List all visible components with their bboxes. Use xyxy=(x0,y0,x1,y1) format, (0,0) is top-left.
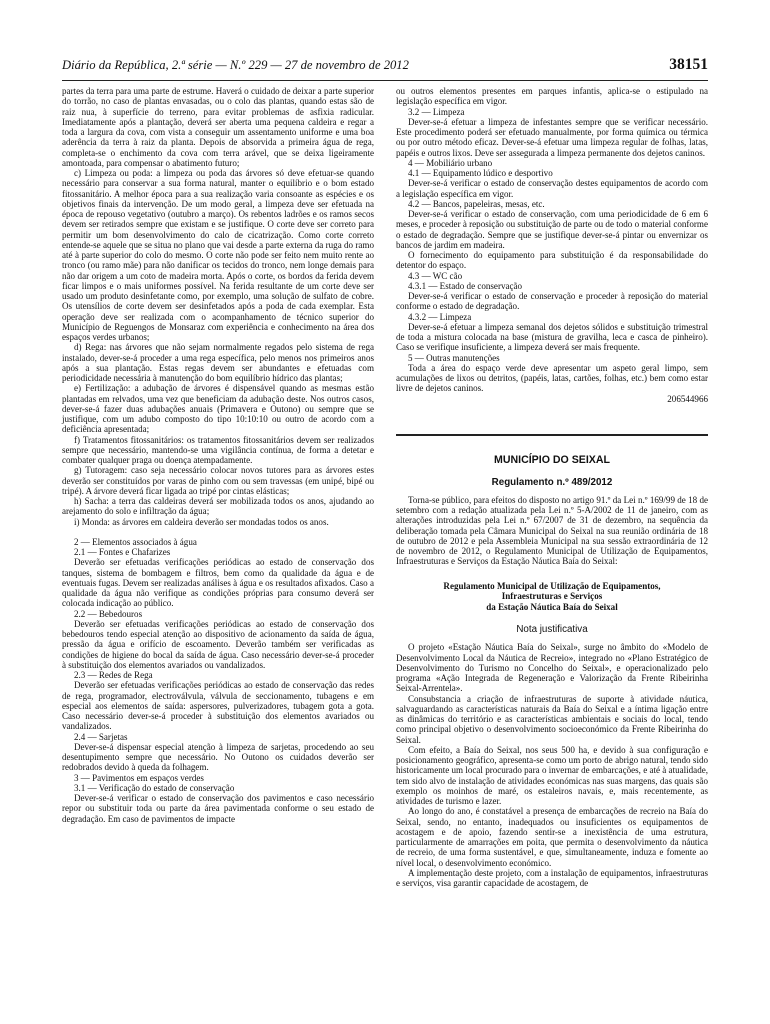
section-heading: 4.3 — WC cão xyxy=(408,270,463,281)
header-rule xyxy=(62,80,708,81)
municipality-heading: MUNICÍPIO DO SEIXAL xyxy=(494,453,610,466)
paragraph: g) Tutoragem: caso seja necessário colocar novos tutores para as árvores estes deverão ser constituídos por varas de pinho com ou sem travessas (em unipé, bipé ou tripé). A árvore deverá ficar ligada ao tripé por cintas elásticas; xyxy=(62,465,374,496)
paragraph: partes da terra para uma parte de estrume. Haverá o cuidado de deixar a parte superior do torrão, no caso de plantas envasadas, ou o colo das plantas, quando estas são de raiz nua, à superfície do terreno, para evitar problemas de asfixia radicular. Imediatamente após a plantação, deverá ser aberta uma pequena caldeira e regar a toda a largura da cova, com vista a conseguir um assentamento uniforme e uma boa aderência da terra à raiz da planta. Depois de absorvida a primeira água de rega, completa-se o enchimento da cova com terra arável, que se deixa ligeiramente amontoada, para compensar o abatimento futuro; xyxy=(62,86,374,168)
paragraph: e) Fertilização: a adubação de árvores é dispensável quando as mesmas estão plantadas em relvados, uma vez que beneficiam da adubação deste. Nos outros casos, dever-se-á fazer duas adubações anuais (Primavera e Outono) ou sempre que se justifique, com um adubo composto do tipo 10:10:10 ou outro de acordo com a deficiência apresentada; xyxy=(62,383,374,435)
nota-paragraph: O projeto «Estação Náutica Baía do Seixal», surge no âmbito do «Modelo de Desenvolvimento Local da Náutica de Recreio», integrado no «Plano Estratégico de Desenvolvimento do Turismo no Concelho do Seixal», e operacionalizado pelo programa «Ação Integrada de Regeneração e Valorização da Frente Ribeirinha Seixal-Arrentela». xyxy=(396,642,708,694)
paragraph: d) Rega: nas árvores que não sejam normalmente regados pelo sistema de rega instalado, dever-se-á proceder a uma rega específica, pelo menos nos primeiros anos após a sua plantação. Estas regas devem ser abundantes e efetuadas com periodicidade necessária à manutenção do bom equilíbrio hídrico das plantas; xyxy=(62,342,374,383)
right-column-text xyxy=(396,86,708,394)
paragraph: Dever-se-á efetuar a limpeza de infestantes sempre que se verificar necessário. Este procedimento poderá ser efetuado manualmente, por forma química ou térmica ou por outro método eficaz. Dever-se-á efetuar uma limpeza regular de folhas, latas, papéis e outros lixos. Deve ser assegurada a limpeza permanente dos dejetos caninos. xyxy=(396,116,708,158)
nota-justificativa-heading: Nota justificativa xyxy=(516,624,588,636)
regulation-title-line: Infraestruturas e Serviços xyxy=(501,591,603,602)
nota-paragraph: Com efeito, a Baía do Seixal, nos seus 500 ha, e devido à sua configuração e posicionamento geográfico, apresenta-se como um porto de abrigo natural, tendo sido historicamente um local procurado para o invernar de embarcações, e até à atualidade, tem sido alvo de instalação de atividades económicas nas suas margens, das quais são exemplo os moinhos de maré, os estaleiros navais, e, mais recentemente, as atividades de turismo e lazer. xyxy=(396,744,708,807)
section-heading: 4.3.2 — Limpeza xyxy=(408,311,472,322)
section-heading: 2 — Elementos associados à água xyxy=(74,536,197,547)
paragraph: i) Monda: as árvores em caldeira deverão ser mondadas todos os anos. xyxy=(74,516,329,527)
paragraph: Dever-se-á verificar o estado de conservação e proceder à reposição do material conforme o estado de degradação. xyxy=(396,291,708,312)
regulation-number: Regulamento n.º 489/2012 xyxy=(491,476,613,488)
section-heading: 4 — Mobiliário urbano xyxy=(408,157,493,168)
running-title: Diário da República, 2.ª série — N.º 229 — 27 de novembro de 2012 xyxy=(62,58,409,72)
paragraph: ou outros elementos presentes em parques infantis, aplica-se o estipulado na legislação específica em vigor. xyxy=(396,86,708,107)
paragraph-gap xyxy=(62,527,374,537)
right-column xyxy=(396,86,708,888)
paragraph: Deverão ser efetuadas verificações periódicas ao estado de conservação dos bebedouros tendo especial atenção ao dispositivo de acionamento da saída de água, pressão da água e orifício de escoamento. Deverão também ser verificadas as condições de higiene do bocal da saída de água. Caso necessário dever-se-á proceder à substituição dos elementos avariados ou vandalizados. xyxy=(62,618,374,670)
paragraph: f) Tratamentos fitossanitários: os tratamentos fitossanitários devem ser realizados sempre que necessário, mantendo-se uma vigilância contínua, de forma a detetar e combater qualquer praga ou doença atempadamente. xyxy=(62,434,374,465)
paragraph: Toda a área do espaço verde deve apresentar um aspeto geral limpo, sem acumulações de lixos ou detritos, (papéis, latas, cartões, folhas, etc.) bem como estar livre de dejetos caninos. xyxy=(396,362,708,394)
left-column xyxy=(62,86,374,824)
regulation-title xyxy=(396,581,708,613)
paragraph: O fornecimento do equipamento para substituição é da responsabilidade do detentor do espaço. xyxy=(396,250,708,271)
paragraph: h) Sacha: a terra das caldeiras deverá ser mobilizada todos os anos, ajudando ao arejamento do solo e infiltração da água; xyxy=(62,496,374,517)
section-heading: 4.1 — Equipamento lúdico e desportivo xyxy=(408,168,553,178)
section-heading: 2.4 — Sarjetas xyxy=(74,731,128,742)
nota-paragraph: Ao longo do ano, é constatável a presença de embarcações de recreio na Baía do Seixal, sendo, no entanto, inadequados ou insuficientes os equipamentos de acostagem e de apoio, fazendo sentir-se a inexistência de uma estrutura, particularmente de amarrações em poita, que permita o desenvolvimento da náutica de recreio, de uma forma sustentável, e que, simultaneamente, induza e fomente ao nível local, o desenvolvimento económico. xyxy=(396,806,708,868)
page-number: 38151 xyxy=(669,56,708,73)
paragraph: Dever-se-á verificar o estado de conservação dos pavimentos e caso necessário repor ou substituir toda ou parte da área pavimentada conforme o seu estado de degradação. Em caso de pavimentos de impacte xyxy=(62,793,374,824)
section-heading: 4.2 — Bancos, papeleiras, mesas, etc. xyxy=(408,198,545,209)
paragraph: Deverão ser efetuadas verificações periódicas ao estado de conservação das redes de rega, programador, electroválvula, válvula de seccionamento, tubagens e em especial aos elementos de saída: aspersores, pulverizadores, tubagem gota a gota. Caso necessário dever-se-á proceder à substituição dos elementos avariados ou vandalizados. xyxy=(62,680,374,732)
section-heading: 2.2 — Bebedouros xyxy=(74,608,143,619)
nota-paragraph: A implementação deste projeto, com a instalação de equipamentos, infraestruturas e serviços, visa garantir capacidade de acostagem, de xyxy=(396,867,708,889)
paragraph: Deverão ser efetuadas verificações periódicas ao estado de conservação dos tanques, sistema de bombagem e filtros, bem como da qualidade da água e de eventuais fugas. Devem ser realizadas análises à água e os resultados afixados. Caso a qualidade da água não verifique as condições próprias para consumo deverá ser colocada indicação ao público. xyxy=(62,557,374,609)
regulation-title-line: da Estação Náutica Baía do Seixal xyxy=(486,601,618,612)
paragraph: Dever-se-á verificar o estado de conservação destes equipamentos de acordo com a legislação específica em vigor. xyxy=(396,178,708,199)
page-header xyxy=(62,56,708,80)
section-heading: 3.2 — Limpeza xyxy=(408,106,465,117)
paragraph: Dever-se-á efetuar a limpeza semanal dos dejetos sólidos e substituição trimestral de toda a mistura colocada na base (mistura de gravilha, leca e casca de pinheiro). Caso se verifique insuficiente, a limpeza deverá ser mais frequente. xyxy=(396,321,708,353)
section-heading: 3.1 — Verificação do estado de conservação xyxy=(74,782,235,793)
section-heading: 5 — Outras manutenções xyxy=(408,352,500,363)
paragraph: c) Limpeza ou poda: a limpeza ou poda das árvores só deve efetuar-se quando necessário para conservar a sua forma natural, manter o equilíbrio e o bom estado fitossanitário. A melhor época para a sua realização varia consoante as espécies e os objetivos finais da intervenção. De um modo geral, a limpeza deve ser efetuada na época de repouso vegetativo (outubro a março). Os rebentos ladrões e os ramos secos devem ser retirados sempre que existam e se justifique. O corte deve ser correto para permitir um bom desenvolvimento do calo de cicatrização. Como corte correto entende-se aquele que se situa no plano que vai desde a parte externa da ruga do ramo até à parte superior do colo do mesmo. O corte não pode ser feito nem muito rente ao tronco (ou ramo mãe) para não danificar os tecidos do tronco, nem longe demais para não dar origem a um coto de madeira morta. Após o corte, os bordos da ferida devem ficar limpos e o mais uniformes possível. Na ferida resultante de um corte deve ser usado um produto desinfetante como, por exemplo, uma solução de sulfato de cobre. Os utensílios de corte devem ser desinfetados após a poda de cada exemplar. Esta operação deve ser realizada com o acompanhamento de técnico superior do Município de Reguengos de Monsaraz com experiência e conhecimento na área dos espaços verdes urbanos; xyxy=(62,168,374,342)
regulation-intro: Torna-se público, para efeitos do disposto no artigo 91.º da Lei n.º 169/99 de 18 de setembro com a redação atualizada pela Lei n.º 5-A/2002 de 11 de janeiro, com as alterações introduzidas pela Lei n.º 67/2007 de 31 de dezembro, na sequência da deliberação tomada pela Câmara Municipal do Seixal na sua reunião ordinária de 18 de outubro de 2012 e pela Assembleia Municipal na sua sessão extraordinária de 12 de novembro de 2012, o Regulamento Municipal de Utilização de Equipamentos, Infraestruturas e Serviços da Estação Náutica Baía do Seixal: xyxy=(396,494,708,567)
nota-paragraph: Consubstancia a criação de infraestruturas de suporte à atividade náutica, salvaguardando as características naturais da Baía do Seixal e a íntima ligação entre as dinâmicas do território e as características ambientais e sociais do local, tendo como principal objetivo o desenvolvimento socioeconómico da Frente Ribeirinha do Seixal. xyxy=(396,693,708,745)
reference-number: 206544966 xyxy=(667,393,708,404)
paragraph: Dever-se-á dispensar especial atenção à limpeza de sarjetas, procedendo ao seu desentupimento sempre que necessário. No Outono os cuidados deverão ser redobrados devido à queda da folhagem. xyxy=(62,741,374,773)
section-heading: 2.1 — Fontes e Chafarizes xyxy=(74,547,171,557)
section-heading: 3 — Pavimentos em espaços verdes xyxy=(74,772,204,783)
regulation-title-line: Regulamento Municipal de Utilização de Equipamentos, xyxy=(443,580,661,591)
section-heading: 2.3 — Redes de Rega xyxy=(74,670,153,680)
paragraph: Dever-se-á verificar o estado de conservação, com uma periodicidade de 6 em 6 meses, e proceder à reposição ou substituição de parte ou de todo o material conforme o estado de degradação. Sempre que se justifique dever-se-á pintar ou envernizar os bancos de jardim em madeira. xyxy=(396,209,708,250)
section-heading: 4.3.1 — Estado de conservação xyxy=(408,280,523,291)
